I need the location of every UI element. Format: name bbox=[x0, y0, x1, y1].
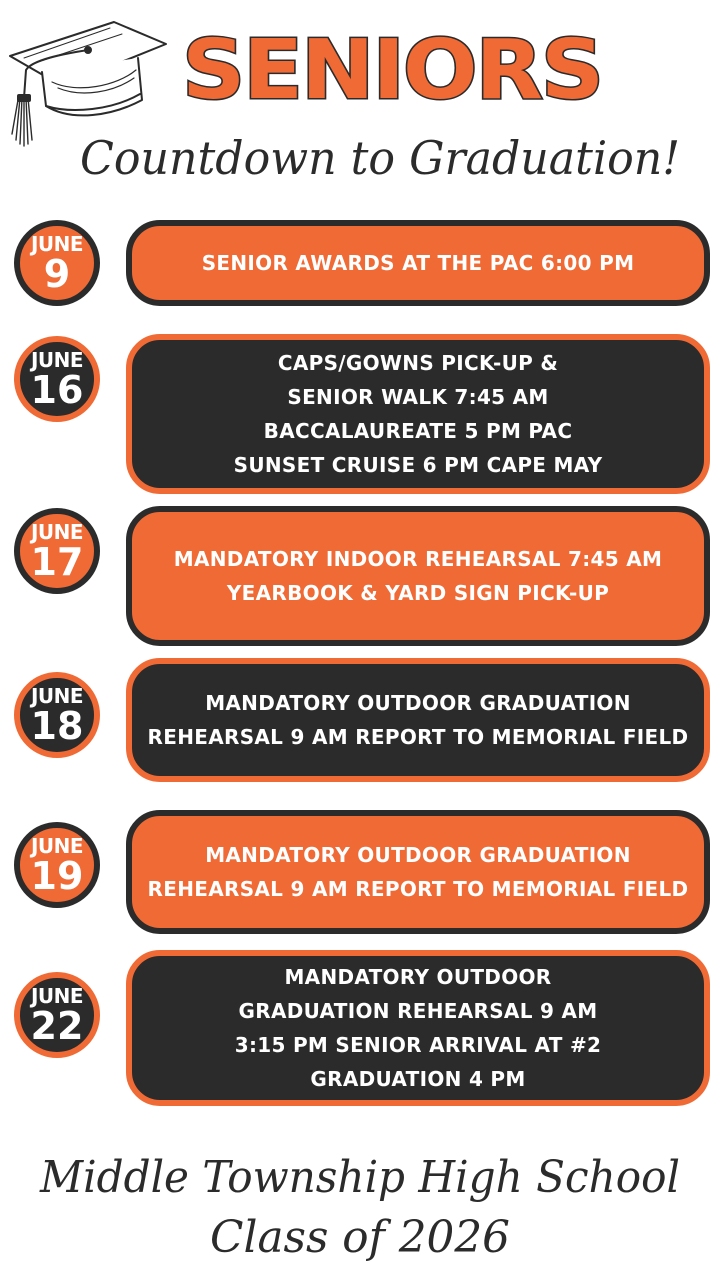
date-badge-june-22 bbox=[14, 972, 100, 1058]
event-line: MANDATORY OUTDOOR GRADUATION bbox=[205, 843, 631, 867]
date-badge-june-19 bbox=[14, 822, 100, 908]
date-month: JUNE bbox=[30, 232, 84, 256]
date-day: 9 bbox=[43, 252, 71, 296]
footer bbox=[20, 1140, 700, 1270]
event-line: GRADUATION 4 PM bbox=[310, 1067, 526, 1091]
event-line: MANDATORY OUTDOOR GRADUATION bbox=[205, 691, 631, 715]
footer-school: Middle Township High School bbox=[39, 1152, 681, 1203]
event-card-june-18 bbox=[126, 658, 710, 782]
date-day: 22 bbox=[30, 1004, 84, 1048]
date-month: JUNE bbox=[30, 684, 84, 708]
event-line: MANDATORY OUTDOOR bbox=[284, 965, 552, 989]
event-line: GRADUATION REHEARSAL 9 AM bbox=[238, 999, 598, 1023]
event-line: BACCALAUREATE 5 PM PAC bbox=[263, 419, 573, 443]
date-month: JUNE bbox=[30, 984, 84, 1008]
event-line: CAPS/GOWNS PICK-UP & bbox=[277, 351, 559, 375]
event-card-june-9 bbox=[126, 220, 710, 306]
date-month: JUNE bbox=[30, 348, 84, 372]
date-day: 17 bbox=[30, 540, 84, 584]
event-line: 3:15 PM SENIOR ARRIVAL AT #2 bbox=[234, 1033, 602, 1057]
date-day: 18 bbox=[30, 704, 84, 748]
footer-class: Class of 2026 bbox=[210, 1212, 510, 1263]
event-line: REHEARSAL 9 AM REPORT TO MEMORIAL FIELD bbox=[147, 725, 689, 749]
event-line: YEARBOOK & YARD SIGN PICK-UP bbox=[226, 581, 610, 605]
date-badge-june-16 bbox=[14, 336, 100, 422]
date-badge-june-17 bbox=[14, 508, 100, 594]
date-day: 19 bbox=[30, 854, 84, 898]
event-line: SUNSET CRUISE 6 PM CAPE MAY bbox=[233, 453, 603, 477]
date-month: JUNE bbox=[30, 834, 84, 858]
page-subtitle bbox=[60, 112, 700, 202]
event-card-june-22 bbox=[126, 950, 710, 1106]
page-title bbox=[172, 18, 612, 118]
event-line: SENIOR AWARDS AT THE PAC 6:00 PM bbox=[201, 251, 635, 275]
event-card-june-16 bbox=[126, 334, 710, 494]
date-badge-june-9 bbox=[14, 220, 100, 306]
date-month: JUNE bbox=[30, 520, 84, 544]
date-badge-june-18 bbox=[14, 672, 100, 758]
event-line: MANDATORY INDOOR REHEARSAL 7:45 AM bbox=[173, 547, 663, 571]
event-line: REHEARSAL 9 AM REPORT TO MEMORIAL FIELD bbox=[147, 877, 689, 901]
svg-text:Countdown to Graduation!: Countdown to Graduation! bbox=[80, 131, 680, 185]
event-line: SENIOR WALK 7:45 AM bbox=[287, 385, 549, 409]
event-card-june-19 bbox=[126, 810, 710, 934]
event-card-june-17 bbox=[126, 506, 710, 646]
date-day: 16 bbox=[30, 368, 84, 412]
svg-text:SENIORS: SENIORS bbox=[182, 23, 602, 118]
